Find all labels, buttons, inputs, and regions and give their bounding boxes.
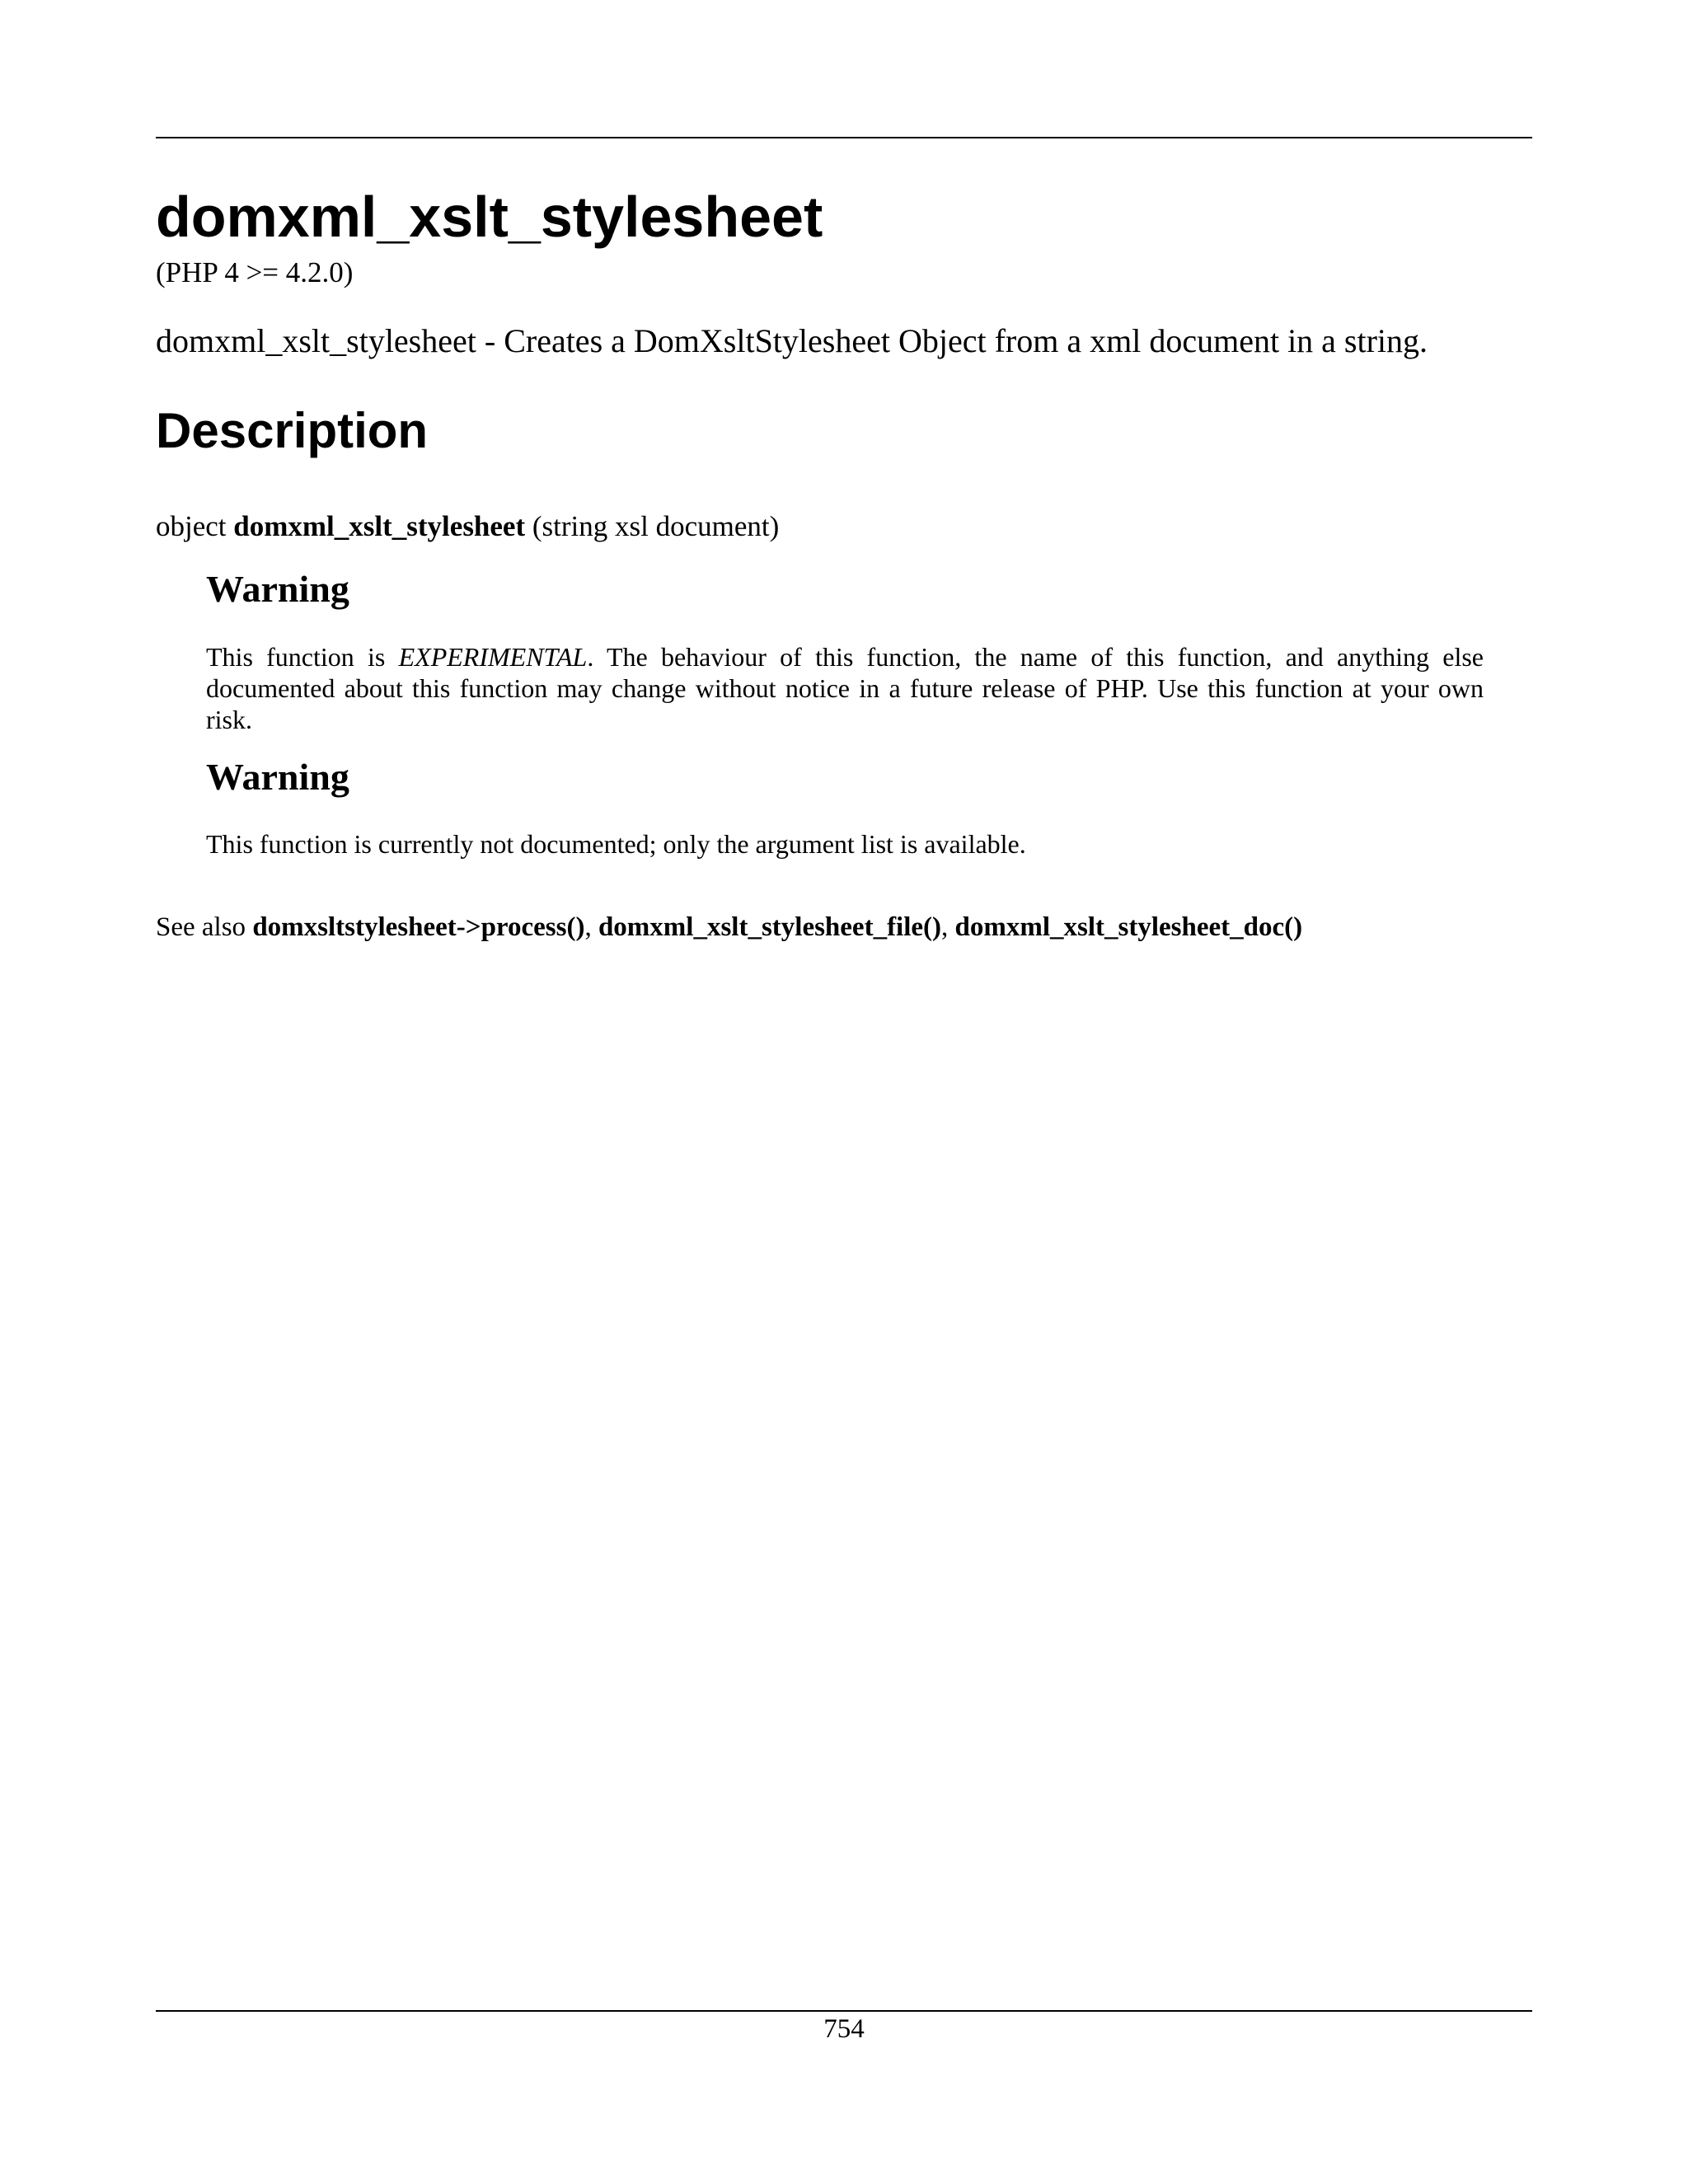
warning-title-undocumented: Warning xyxy=(206,756,349,798)
see-also-link-process[interactable]: domxsltstylesheet->process() xyxy=(252,912,585,942)
warning-title-experimental: Warning xyxy=(206,568,349,610)
warning-text-undocumented: This function is currently not documented; only the argument list is available. xyxy=(206,829,1026,859)
function-purpose: domxml_xslt_stylesheet - Creates a DomXsltStylesheet Object from a xml document in a string. xyxy=(156,322,1428,359)
see-also xyxy=(156,912,1302,944)
synopsis-return-type: object xyxy=(156,510,234,542)
see-also-link-stylesheet-file[interactable]: domxml_xslt_stylesheet_file() xyxy=(598,912,942,942)
version-info: (PHP 4 >= 4.2.0) xyxy=(156,256,354,288)
warning-text-experimental xyxy=(206,641,1484,735)
function-synopsis xyxy=(156,509,779,544)
see-also-separator: , xyxy=(584,912,598,942)
warning-text-before: This function is xyxy=(206,642,399,672)
synopsis-function-name: domxml_xslt_stylesheet xyxy=(233,510,526,542)
warning-text-after: . The behaviour of this function, the name of this function, and anything else documented about this function may change without notice in a future release of PHP. Use this function at your own risk. xyxy=(206,642,1484,734)
warning-emphasis: EXPERIMENTAL xyxy=(398,642,588,672)
page-number: 754 xyxy=(823,2014,865,2044)
header-rule xyxy=(156,137,1532,138)
see-also-separator: , xyxy=(941,912,955,942)
page-title: domxml_xslt_stylesheet xyxy=(156,185,823,249)
description-heading: Description xyxy=(156,403,429,458)
see-also-prefix: See also xyxy=(156,912,253,942)
footer-rule xyxy=(156,2010,1532,2012)
synopsis-params: (string xsl document) xyxy=(525,510,780,542)
see-also-link-stylesheet-doc[interactable]: domxml_xslt_stylesheet_doc() xyxy=(954,912,1303,942)
